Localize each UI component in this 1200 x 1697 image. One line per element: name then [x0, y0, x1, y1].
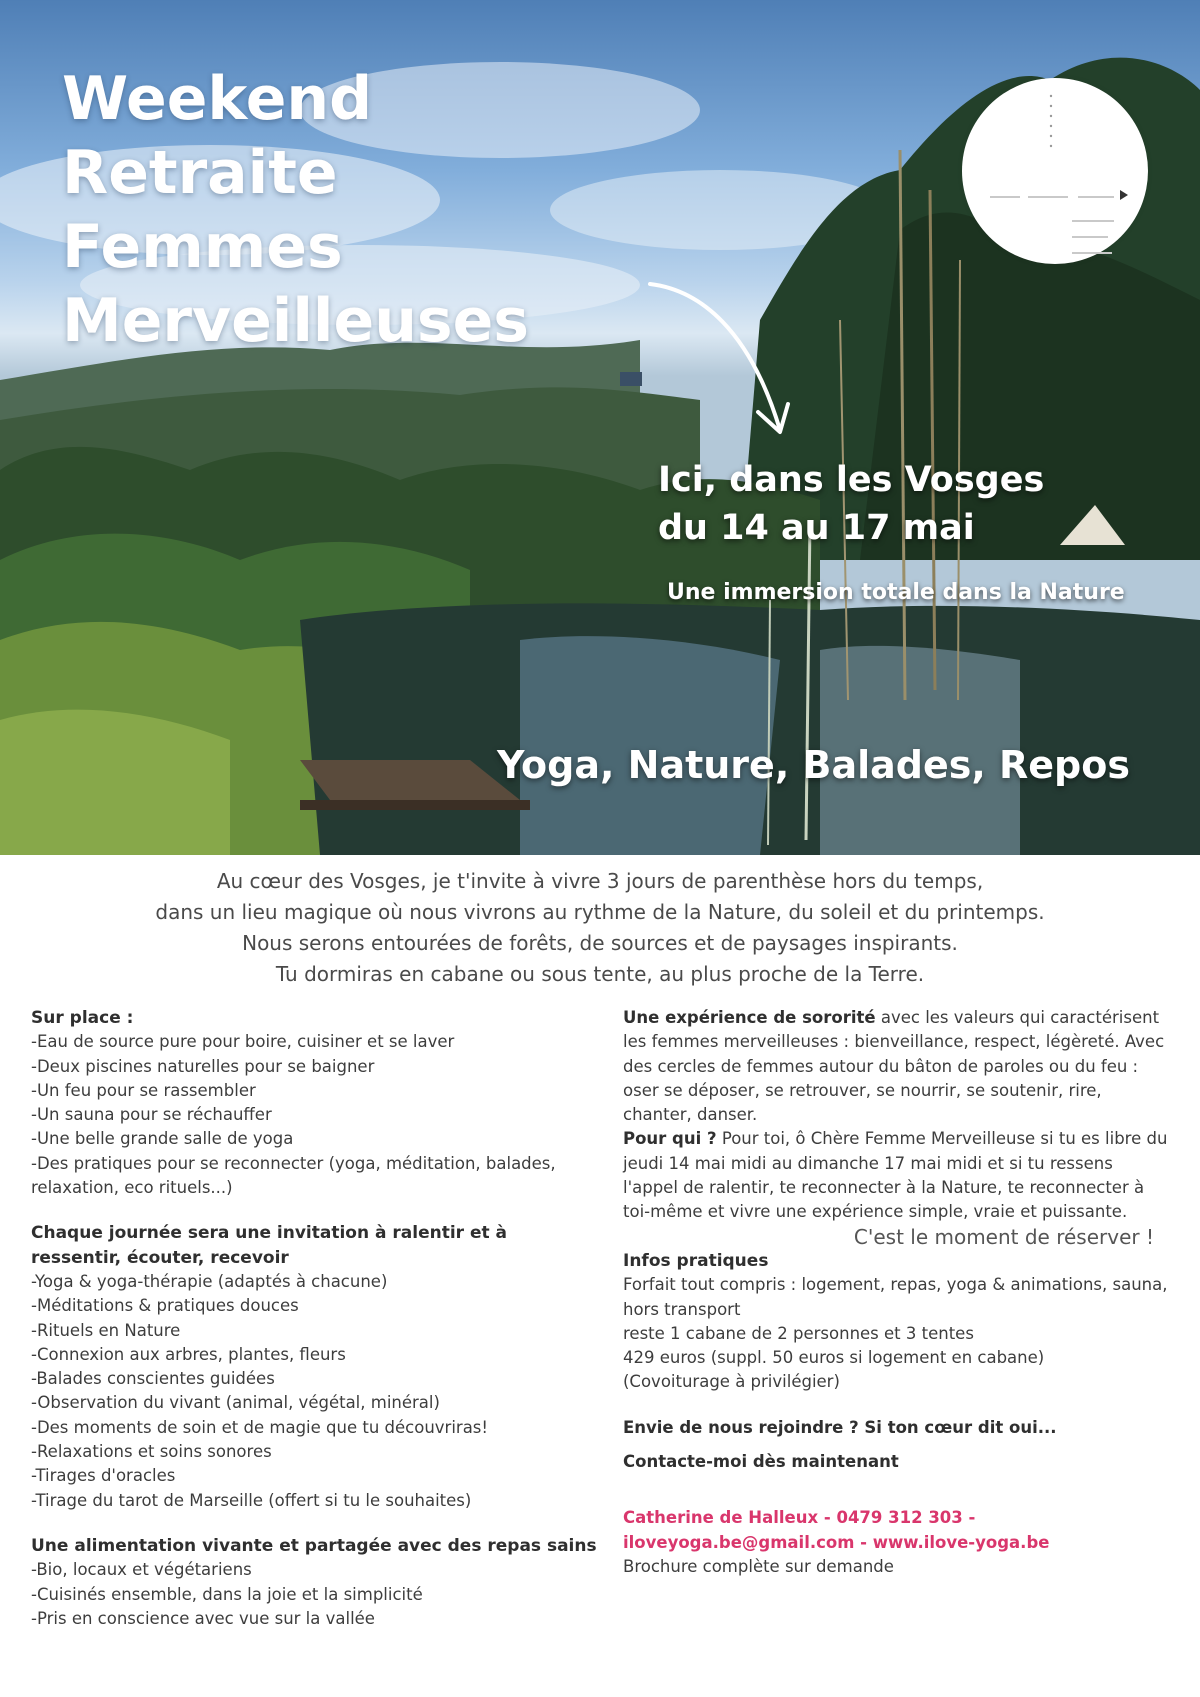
- on-site-heading: Sur place :: [31, 1008, 134, 1028]
- book-now-callout: C'est le moment de réserver !: [853, 1224, 1154, 1249]
- hero-title-line: Merveilleuses: [62, 286, 530, 356]
- sisterhood-text: avec les valeurs qui caractérisent les femmes merveilleuses : bienveillance, respect, légèreté. Avec des cercles de femmes autour du bâton de paroles ou du feu : oser se déposer, se retrouver, se nourrir, se soutenir, rire, chanter, danser.: [623, 1008, 1165, 1125]
- list-item: -Deux piscines naturelles pour se baigner: [31, 1056, 375, 1076]
- event-dates: du 14 au 17 mai: [658, 508, 975, 548]
- practical-info-section: [623, 1249, 1171, 1395]
- info-line: Forfait tout compris : logement, repas, yoga & animations, sauna, hors transport: [623, 1275, 1168, 1319]
- sisterhood-lead: Une expérience de sororité: [623, 1008, 876, 1027]
- intro-line: Nous serons entourées de forêts, de sources et de paysages inspirants.: [242, 931, 958, 955]
- left-column: [31, 1006, 597, 1652]
- info-line: 429 euros (suppl. 50 euros si logement en cabane): [623, 1348, 1045, 1368]
- list-item: -Relaxations et soins sonores: [31, 1442, 272, 1462]
- hero-title-line: Weekend: [62, 64, 373, 134]
- list-item: -Bio, locaux et végétariens: [31, 1560, 252, 1580]
- practical-info-heading: Infos pratiques: [623, 1250, 769, 1271]
- list-item: -Yoga & yoga-thérapie (adaptés à chacune): [31, 1271, 388, 1291]
- intro-line: Tu dormiras en cabane ou sous tente, au plus proche de la Terre.: [275, 962, 925, 986]
- contact-email-website[interactable]: iloveyoga.be@gmail.com - www.ilove-yoga.be: [623, 1532, 1050, 1552]
- activities-tagline: Yoga, Nature, Balades, Repos: [497, 743, 1130, 787]
- on-site-list: [31, 1030, 597, 1200]
- list-item: -Pris en conscience avec vue sur la vallée: [31, 1608, 375, 1628]
- intro-line: Au cœur des Vosges, je t'invite à vivre 3 jours de parenthèse hors du temps,: [216, 869, 984, 893]
- info-line: (Covoiturage à privilégier): [623, 1372, 840, 1392]
- intro-line: dans un lieu magique où nous vivrons au rythme de la Nature, du soleil et du printemps.: [155, 900, 1045, 924]
- list-item: -Cuisinés ensemble, dans la joie et la simplicité: [31, 1584, 423, 1604]
- join-invite: Envie de nous rejoindre ? Si ton cœur dit oui...: [623, 1417, 1057, 1437]
- list-item: -Tirages d'oracles: [31, 1466, 176, 1486]
- immersion-subtitle: Une immersion totale dans la Nature: [667, 580, 1125, 605]
- hero-title-line: Retraite: [62, 138, 338, 208]
- on-site-section: [31, 1006, 597, 1200]
- list-item: -Des moments de soin et de magie que tu découvriras!: [31, 1417, 489, 1437]
- logo-line: [1072, 252, 1112, 254]
- food-heading: Une alimentation vivante et partagée avec des repas sains: [31, 1535, 597, 1556]
- intro-paragraph: [20, 866, 1180, 990]
- audience-text: Pour toi, ô Chère Femme Merveilleuse si tu es libre du jeudi 14 mai midi au dimanche 17 mai midi et si tu ressens l'appel de ralentir, te reconnecter à la Nature, te reconnecter à toi-même et vivre une expérience simple, vraie et puissante.: [623, 1129, 1168, 1222]
- logo-line: [1072, 220, 1114, 222]
- sisterhood-paragraph: [623, 1006, 1171, 1127]
- list-item: -Tirage du tarot de Marseille (offert si tu le souhaites): [31, 1490, 472, 1510]
- logo-line: [990, 196, 1020, 198]
- list-item: -Une belle grande salle de yoga: [31, 1129, 294, 1149]
- logo-dots-icon: [1048, 92, 1054, 162]
- right-column: [623, 1006, 1171, 1579]
- list-item: -Eau de source pure pour boire, cuisiner et se laver: [31, 1032, 455, 1052]
- audience-paragraph: [623, 1127, 1171, 1224]
- list-item: -Balades conscientes guidées: [31, 1369, 275, 1389]
- list-item: -Connexion aux arbres, plantes, fleurs: [31, 1344, 346, 1364]
- food-list: [31, 1558, 597, 1631]
- event-place: Ici, dans les Vosges: [658, 460, 1045, 500]
- list-item: -Un feu pour se rassembler: [31, 1080, 256, 1100]
- curved-arrow-icon: [640, 270, 800, 450]
- contact-now: Contacte-moi dès maintenant: [623, 1452, 899, 1472]
- list-item: -Observation du vivant (animal, végétal, minéral): [31, 1393, 440, 1413]
- info-line: reste 1 cabane de 2 personnes et 3 tentes: [623, 1323, 974, 1343]
- contact-name-phone[interactable]: Catherine de Halleux - 0479 312 303 -: [623, 1508, 976, 1528]
- food-section: [31, 1534, 597, 1631]
- brochure-note: Brochure complète sur demande: [623, 1556, 894, 1576]
- hero-title-line: Femmes: [62, 212, 343, 282]
- list-item: -Rituels en Nature: [31, 1320, 181, 1340]
- list-item: -Des pratiques pour se reconnecter (yoga, méditation, balades, relaxation, eco rituels...): [31, 1153, 556, 1198]
- hero-title: [62, 62, 529, 358]
- logo-play-icon: [1120, 190, 1128, 200]
- daily-program-section: [31, 1221, 597, 1513]
- logo-line: [1028, 196, 1068, 198]
- logo: [962, 78, 1148, 264]
- daily-program-heading: Chaque journée sera une invitation à ralentir et à ressentir, écouter, recevoir: [31, 1223, 508, 1268]
- audience-lead: Pour qui ?: [623, 1129, 717, 1149]
- daily-program-list: [31, 1270, 597, 1513]
- event-place-dates: [658, 456, 1044, 552]
- list-item: -Un sauna pour se réchauffer: [31, 1105, 272, 1125]
- logo-line: [1072, 236, 1108, 238]
- logo-line: [1078, 196, 1114, 198]
- list-item: -Méditations & pratiques douces: [31, 1296, 299, 1316]
